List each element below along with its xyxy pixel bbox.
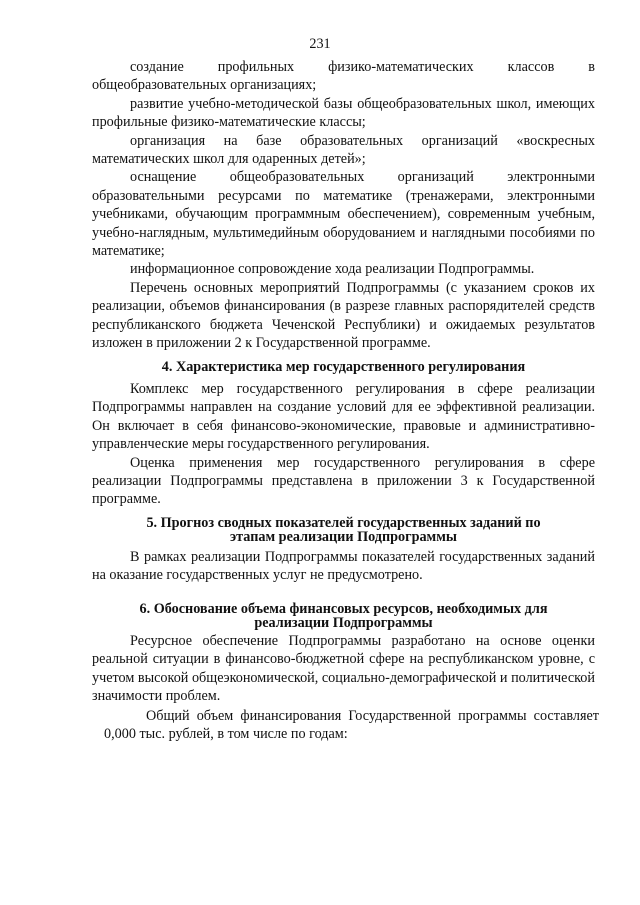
section-5-body — [92, 548, 595, 585]
paragraph: Ресурсное обеспечение Подпрограммы разработано на основе оценки реальной ситуации в финансово-бюджетной сфере на республиканском уровне, с учетом высокой общеэкономической, социально-демографической и политической значимости проблем. — [92, 633, 595, 705]
list-item: информационное сопровождение хода реализации Подпрограммы. — [130, 261, 535, 278]
page-number: 231 — [309, 36, 331, 52]
paragraph: Перечень основных мероприятий Подпрограммы (с указанием сроков их реализации, объемов финансирования (в разрезе главных распорядителей средств республиканского бюджета Чеченской Республики) и ожидаемых результатов изложен в приложении 2 к Государственной программе. — [92, 279, 595, 352]
list-item: создание профильных физико-математических классов в общеобразовательных организациях; — [92, 59, 595, 94]
heading-line: этапам реализации Подпрограммы — [230, 529, 457, 545]
paragraph: В рамках реализации Подпрограммы показателей государственных заданий на оказание государственных услуг не предусмотрено. — [92, 549, 595, 584]
paragraph: Общий объем финансирования Государственной программы составляет 0,000 тыс. рублей, в том числе по годам: — [104, 708, 599, 743]
measures-list — [92, 58, 595, 353]
heading-line: реализации Подпрограммы — [254, 615, 433, 631]
section-4-body — [92, 380, 595, 509]
section-6-financing — [104, 707, 599, 744]
list-item: организация на базе образовательных организаций «воскресных математических школ для одаренных детей»; — [92, 132, 595, 168]
heading-line: 5. Прогноз сводных показателей государственных заданий по — [146, 515, 541, 531]
section-heading-4: 4. Характеристика мер государственного регулирования — [161, 359, 526, 375]
heading-line: 6. Обоснование объема финансовых ресурсов, необходимых для — [139, 601, 548, 617]
section-heading-6 — [92, 602, 595, 630]
list-item: оснащение общеобразовательных организаций электронными образовательными ресурсами по математике (тренажерами, электронными учебниками, обучающим программным обеспечением), современным учебным, учебно-наглядным, мультимедийным оборудованием и наглядными пособиями по математике; — [92, 169, 595, 260]
section-heading-5 — [92, 516, 595, 544]
paragraph: Комплекс мер государственного регулирования в сфере реализации Подпрограммы направлен на создание условий для ее эффективной реализации. Он включает в себя финансово-экономические, правовые и административно-управленческие меры государственного регулирования. — [92, 381, 595, 453]
paragraph: Оценка применения мер государственного регулирования в сфере реализации Подпрограммы представлена в приложении 3 к Государственной программе. — [92, 454, 595, 508]
section-6-body — [92, 632, 595, 706]
list-item: развитие учебно-методической базы общеобразовательных школ, имеющих профильные физико-математические классы; — [92, 95, 595, 131]
